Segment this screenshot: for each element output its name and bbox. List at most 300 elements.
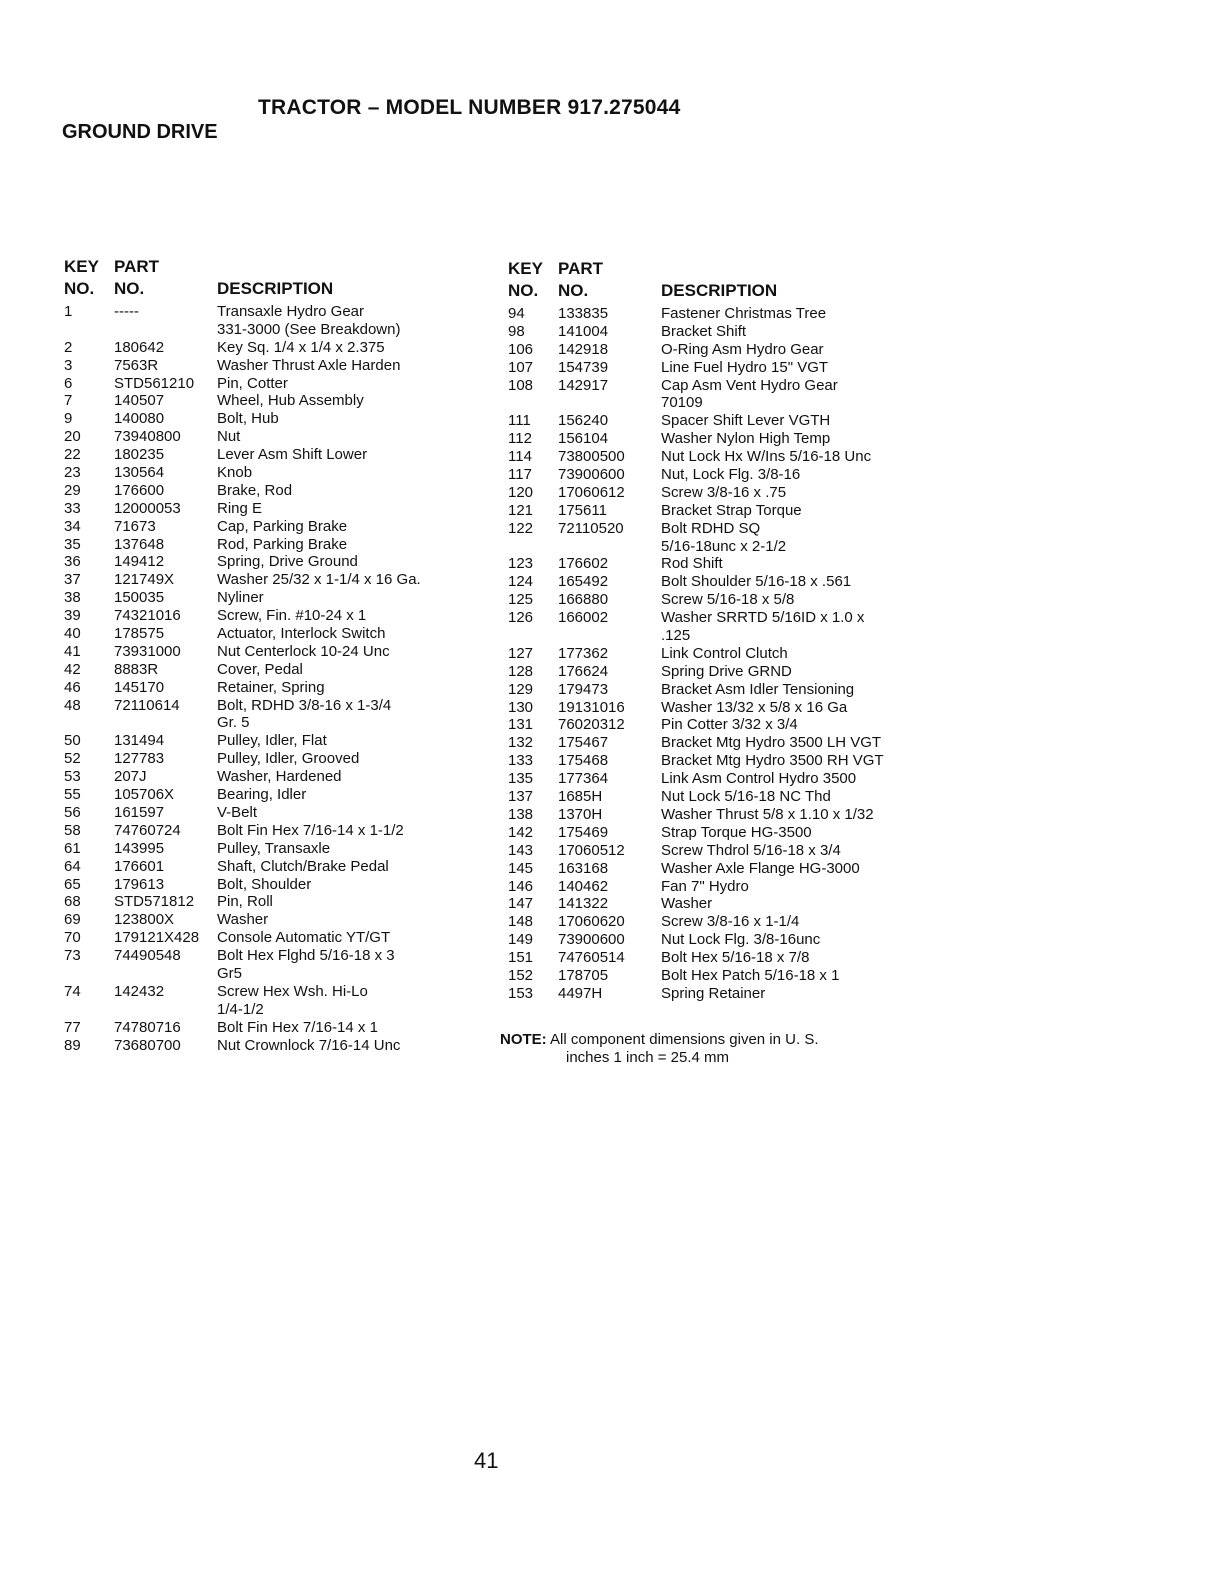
description: 5/16-18unc x 2-1/2 [661,537,787,555]
part-number: 145170 [114,678,165,696]
parts-row [508,985,928,1003]
key-number: 55 [64,786,81,804]
description: Pin, Cotter [217,374,288,392]
key-number: 111 [508,412,531,430]
key-number: 20 [64,428,81,446]
key-header-line1: KEY [64,257,99,276]
part-number: 177362 [558,644,609,662]
key-number: 107 [508,358,534,376]
key-number: 3 [64,356,73,374]
description: Bolt, RDHD 3/8-16 x 1-3/4 [217,696,392,714]
description: Screw 3/8-16 x .75 [661,483,787,501]
description: Washer 25/32 x 1-1/4 x 16 Ga. [217,571,421,589]
parts-column-right [508,259,928,1003]
key-number: 70 [64,929,81,947]
parts-row [64,679,484,697]
key-header-line2: NO. [64,279,95,298]
key-number: 39 [64,607,81,625]
part-number: 180642 [114,338,165,356]
part-number: 142432 [114,982,165,1000]
key-header-line2: NO. [508,281,539,300]
parts-row [508,806,928,824]
key-number: 94 [508,305,525,322]
parts-row [64,500,484,518]
key-number: 138 [508,805,534,823]
parts-row [64,375,484,393]
column-header [64,257,484,303]
parts-row [508,341,928,359]
part-number: 105706X [114,786,175,804]
key-number: 68 [64,893,81,911]
parts-list-right [508,305,928,1003]
part-number: 180235 [114,446,165,464]
description: Screw Thdrol 5/16-18 x 3/4 [661,841,841,859]
part-number: 179613 [114,875,165,893]
part-number: 127783 [114,750,165,768]
key-number: 35 [64,535,81,553]
key-number: 127 [508,644,534,662]
part-number: 133835 [558,305,609,322]
key-number: 48 [64,696,81,714]
parts-row [64,321,484,339]
parts-row [508,359,928,377]
key-number: 143 [508,841,534,859]
description: Bolt Hex Patch 5/16-18 x 1 [661,966,840,984]
parts-row [64,858,484,876]
key-number: 152 [508,966,534,984]
key-number: 98 [508,322,525,340]
parts-row [508,555,928,573]
parts-row [508,824,928,842]
note-line2: inches 1 inch = 25.4 mm [566,1049,730,1066]
description: Strap Torque HG-3500 [661,823,812,841]
description: Retainer, Spring [217,678,325,696]
key-number: 46 [64,678,81,696]
key-number: 122 [508,519,534,537]
page-number: 41 [474,1448,499,1473]
key-number: 137 [508,788,534,806]
parts-row [64,643,484,661]
key-number: 22 [64,446,81,464]
description: Link Asm Control Hydro 3500 [661,770,857,788]
part-header-line2: NO. [558,281,589,300]
part-number: 137648 [114,535,165,553]
key-number: 42 [64,660,81,678]
section-title: GROUND DRIVE [62,121,218,143]
part-number: 140507 [114,392,165,410]
parts-row [64,464,484,482]
part-number: 12000053 [114,499,181,517]
parts-row [508,895,928,913]
parts-row [64,697,484,715]
key-number: 133 [508,752,534,770]
part-number: 1685H [558,788,603,806]
part-number: ----- [114,303,139,320]
parts-row [64,589,484,607]
description: Rod, Parking Brake [217,535,348,553]
parts-row [508,752,928,770]
key-number: 73 [64,947,81,965]
part-number: 163168 [558,859,609,877]
description: Bracket Mtg Hydro 3500 RH VGT [661,752,884,770]
description: Bearing, Idler [217,786,307,804]
key-number: 117 [508,466,532,484]
part-number: 166002 [558,609,609,627]
description: Bolt RDHD SQ [661,519,761,537]
part-header-line2: NO. [114,279,145,298]
key-number: 128 [508,662,534,680]
description: Nyliner [217,589,264,607]
part-number: 176601 [114,857,165,875]
description: Pin, Roll [217,893,273,911]
part-number: STD571812 [114,893,195,911]
description: 70109 [661,394,703,412]
description: Washer [217,911,269,929]
part-number: 130564 [114,464,165,482]
part-number: 165492 [558,573,609,591]
key-number: 23 [64,464,81,482]
part-number: 7563R [114,356,159,374]
key-number: 106 [508,340,534,358]
column-header [508,259,928,305]
part-number: 73900600 [558,931,625,949]
part-number: 1370H [558,805,603,823]
description: Fastener Christmas Tree [661,305,827,322]
parts-row [64,553,484,571]
parts-row [64,357,484,375]
key-number: 29 [64,481,81,499]
parts-row [508,931,928,949]
parts-row [508,842,928,860]
parts-row [508,734,928,752]
parts-row [508,484,928,502]
key-number: 130 [508,698,534,716]
parts-row [64,929,484,947]
key-number: 131 [508,716,534,734]
parts-row [64,339,484,357]
key-number: 151 [508,949,534,967]
key-number: 6 [64,374,73,392]
key-number: 148 [508,913,534,931]
key-header-line1: KEY [508,259,543,278]
description: Lever Asm Shift Lower [217,446,368,464]
part-number: 177364 [558,770,609,788]
parts-row [64,786,484,804]
description: Brake, Rod [217,481,293,499]
key-number: 112 [508,430,532,448]
parts-row [64,840,484,858]
description: Nut Lock Hx W/Ins 5/16-18 Unc [661,448,872,466]
key-number: 1 [64,303,73,320]
description: Bolt, Shoulder [217,875,312,893]
description: Gr. 5 [217,714,250,732]
parts-row [508,377,928,395]
description: Bracket Strap Torque [661,501,802,519]
parts-row [508,699,928,717]
key-number: 123 [508,555,534,573]
description: Key Sq. 1/4 x 1/4 x 2.375 [217,338,385,356]
description: Spring, Drive Ground [217,553,358,571]
parts-row [508,949,928,967]
parts-row [64,536,484,554]
parts-row [64,983,484,1001]
description: Bracket Mtg Hydro 3500 LH VGT [661,734,882,752]
part-number: STD561210 [114,374,195,392]
description: Ring E [217,499,263,517]
part-number: 73800500 [558,448,625,466]
key-number: 53 [64,768,81,786]
parts-row [508,627,928,645]
description: Bolt Fin Hex 7/16-14 x 1 [217,1018,378,1036]
part-number: 19131016 [558,698,625,716]
part-number: 17060620 [558,913,625,931]
key-number: 41 [64,642,81,660]
part-number: 74760724 [114,821,181,839]
parts-row [64,732,484,750]
parts-row [508,305,928,323]
part-number: 131494 [114,732,165,750]
part-number: 4497H [558,984,603,1002]
description: Console Automatic YT/GT [217,929,391,947]
key-number: 129 [508,680,534,698]
description: Fan 7" Hydro [661,877,749,895]
description: Washer Nylon High Temp [661,430,831,448]
part-number: 178575 [114,625,165,643]
part-header-line1: PART [114,257,160,276]
part-number: 149412 [114,553,165,571]
part-number: 166880 [558,591,609,609]
key-number: 125 [508,591,534,609]
description: Cap, Parking Brake [217,517,348,535]
description: Pulley, Idler, Flat [217,732,327,750]
description: Washer [661,895,713,913]
part-number: 179121X428 [114,929,200,947]
description: Washer Thrust 5/8 x 1.10 x 1/32 [661,805,874,823]
part-number: 72110520 [558,519,624,537]
parts-row [64,911,484,929]
parts-row [64,714,484,732]
description: Bolt Shoulder 5/16-18 x .561 [661,573,852,591]
parts-row [64,625,484,643]
parts-row [508,770,928,788]
parts-row [508,663,928,681]
description: Nut Centerlock 10-24 Unc [217,642,390,660]
part-number: 175611 [558,501,607,519]
parts-row [508,538,928,556]
parts-row [64,822,484,840]
description: Washer Thrust Axle Harden [217,356,401,374]
parts-row [508,430,928,448]
part-number: 17060512 [558,841,625,859]
description: 1/4-1/2 [217,1000,264,1018]
key-number: 126 [508,609,534,627]
description: O-Ring Asm Hydro Gear [661,340,824,358]
part-number: 150035 [114,589,165,607]
page-title: TRACTOR – MODEL NUMBER 917.275044 [258,96,681,119]
description: Bracket Shift [661,322,747,340]
key-number: 64 [64,857,81,875]
parts-row [508,788,928,806]
parts-row [64,428,484,446]
description: Bracket Asm Idler Tensioning [661,680,855,698]
key-number: 145 [508,859,534,877]
description: Nut Crownlock 7/16-14 Unc [217,1036,401,1054]
part-number: 74321016 [114,607,181,625]
part-number: 74490548 [114,947,181,965]
description: Gr5 [217,964,243,982]
parts-row [64,876,484,894]
key-number: 38 [64,589,81,607]
note-line1: All component dimensions given in U. S. [550,1031,819,1048]
parts-row [508,913,928,931]
part-number: 175469 [558,823,609,841]
parts-row [508,323,928,341]
part-number: 176624 [558,662,609,680]
key-number: 153 [508,984,534,1002]
description: Spring Retainer [661,984,766,1002]
part-number: 175467 [558,734,609,752]
description: Shaft, Clutch/Brake Pedal [217,857,389,875]
key-number: 37 [64,571,81,589]
parts-row [508,448,928,466]
description: Screw 3/8-16 x 1-1/4 [661,913,800,931]
key-number: 147 [508,895,534,913]
description: Wheel, Hub Assembly [217,392,364,410]
parts-row [64,518,484,536]
part-number: 140462 [558,877,609,895]
parts-row [64,446,484,464]
key-number: 2 [64,338,73,356]
part-number: 73931000 [114,642,181,660]
key-number: 135 [508,770,534,788]
key-number: 33 [64,499,81,517]
description: Cap Asm Vent Hydro Gear [661,376,838,394]
parts-row [64,768,484,786]
key-number: 52 [64,750,81,768]
description: Washer, Hardened [217,768,342,786]
part-number: 175468 [558,752,609,770]
description: Nut Lock Flg. 3/8-16unc [661,931,821,949]
parts-row [64,947,484,965]
key-number: 146 [508,877,534,895]
parts-row [508,591,928,609]
note-label: NOTE: [500,1031,547,1048]
parts-row [64,893,484,911]
part-number: 178705 [558,966,609,984]
description: Washer Axle Flange HG-3000 [661,859,860,877]
part-number: 179473 [558,680,609,698]
description: Screw Hex Wsh. Hi-Lo [217,982,368,1000]
description: 331-3000 (See Breakdown) [217,320,401,338]
description: Transaxle Hydro Gear [217,303,364,320]
key-number: 61 [64,839,81,857]
part-number: 154739 [558,358,609,376]
part-number: 17060612 [558,483,625,501]
key-number: 56 [64,803,81,821]
key-number: 114 [508,448,532,466]
parts-row [508,502,928,520]
key-number: 77 [64,1018,81,1036]
description-header: DESCRIPTION [217,279,334,298]
key-number: 132 [508,734,534,752]
parts-row [508,681,928,699]
parts-row [64,804,484,822]
part-number: 73680700 [114,1036,181,1054]
parts-row [508,466,928,484]
parts-column-left [64,257,484,1054]
description: Link Control Clutch [661,644,788,662]
parts-row [508,860,928,878]
description: Spring Drive GRND [661,662,792,680]
parts-row [508,394,928,412]
parts-row [508,967,928,985]
parts-row [508,878,928,896]
part-number: 74780716 [114,1018,181,1036]
part-number: 121749X [114,571,175,589]
key-number: 69 [64,911,81,929]
key-number: 36 [64,553,81,571]
parts-row [508,609,928,627]
part-number: 156240 [558,412,609,430]
part-number: 72110614 [114,696,180,714]
key-number: 34 [64,517,81,535]
part-number: 207J [114,768,147,786]
description: Bolt Hex Flghd 5/16-18 x 3 [217,947,395,965]
key-number: 89 [64,1036,81,1054]
parts-list-left [64,303,484,1054]
key-number: 121 [508,501,534,519]
parts-row [64,965,484,983]
parts-row [508,645,928,663]
part-number: 156104 [558,430,609,448]
parts-row [64,750,484,768]
key-number: 65 [64,875,81,893]
description: Bolt, Hub [217,410,279,428]
description: Pulley, Transaxle [217,839,331,857]
key-number: 7 [64,392,73,410]
key-number: 9 [64,410,73,428]
description: Spacer Shift Lever VGTH [661,412,831,430]
parts-row [64,1019,484,1037]
part-number: 141004 [558,322,609,340]
parts-row [508,412,928,430]
parts-row [64,392,484,410]
part-number: 74760514 [558,949,625,967]
part-number: 140080 [114,410,165,428]
note [500,1031,819,1067]
part-number: 123800X [114,911,175,929]
parts-row [64,1001,484,1019]
parts-row [508,716,928,734]
key-number: 124 [508,573,534,591]
description: Nut [217,428,241,446]
key-number: 149 [508,931,534,949]
key-number: 40 [64,625,81,643]
description: Bolt Hex 5/16-18 x 7/8 [661,949,810,967]
part-number: 76020312 [558,716,625,734]
part-number: 143995 [114,839,165,857]
parts-row [64,410,484,428]
key-number: 74 [64,982,81,1000]
description: Line Fuel Hydro 15" VGT [661,358,829,376]
parts-row [64,1037,484,1055]
part-number: 161597 [114,803,165,821]
description: Nut, Lock Flg. 3/8-16 [661,466,801,484]
description: Washer 13/32 x 5/8 x 16 Ga [661,698,848,716]
parts-row [508,520,928,538]
parts-row [508,573,928,591]
description: Knob [217,464,253,482]
